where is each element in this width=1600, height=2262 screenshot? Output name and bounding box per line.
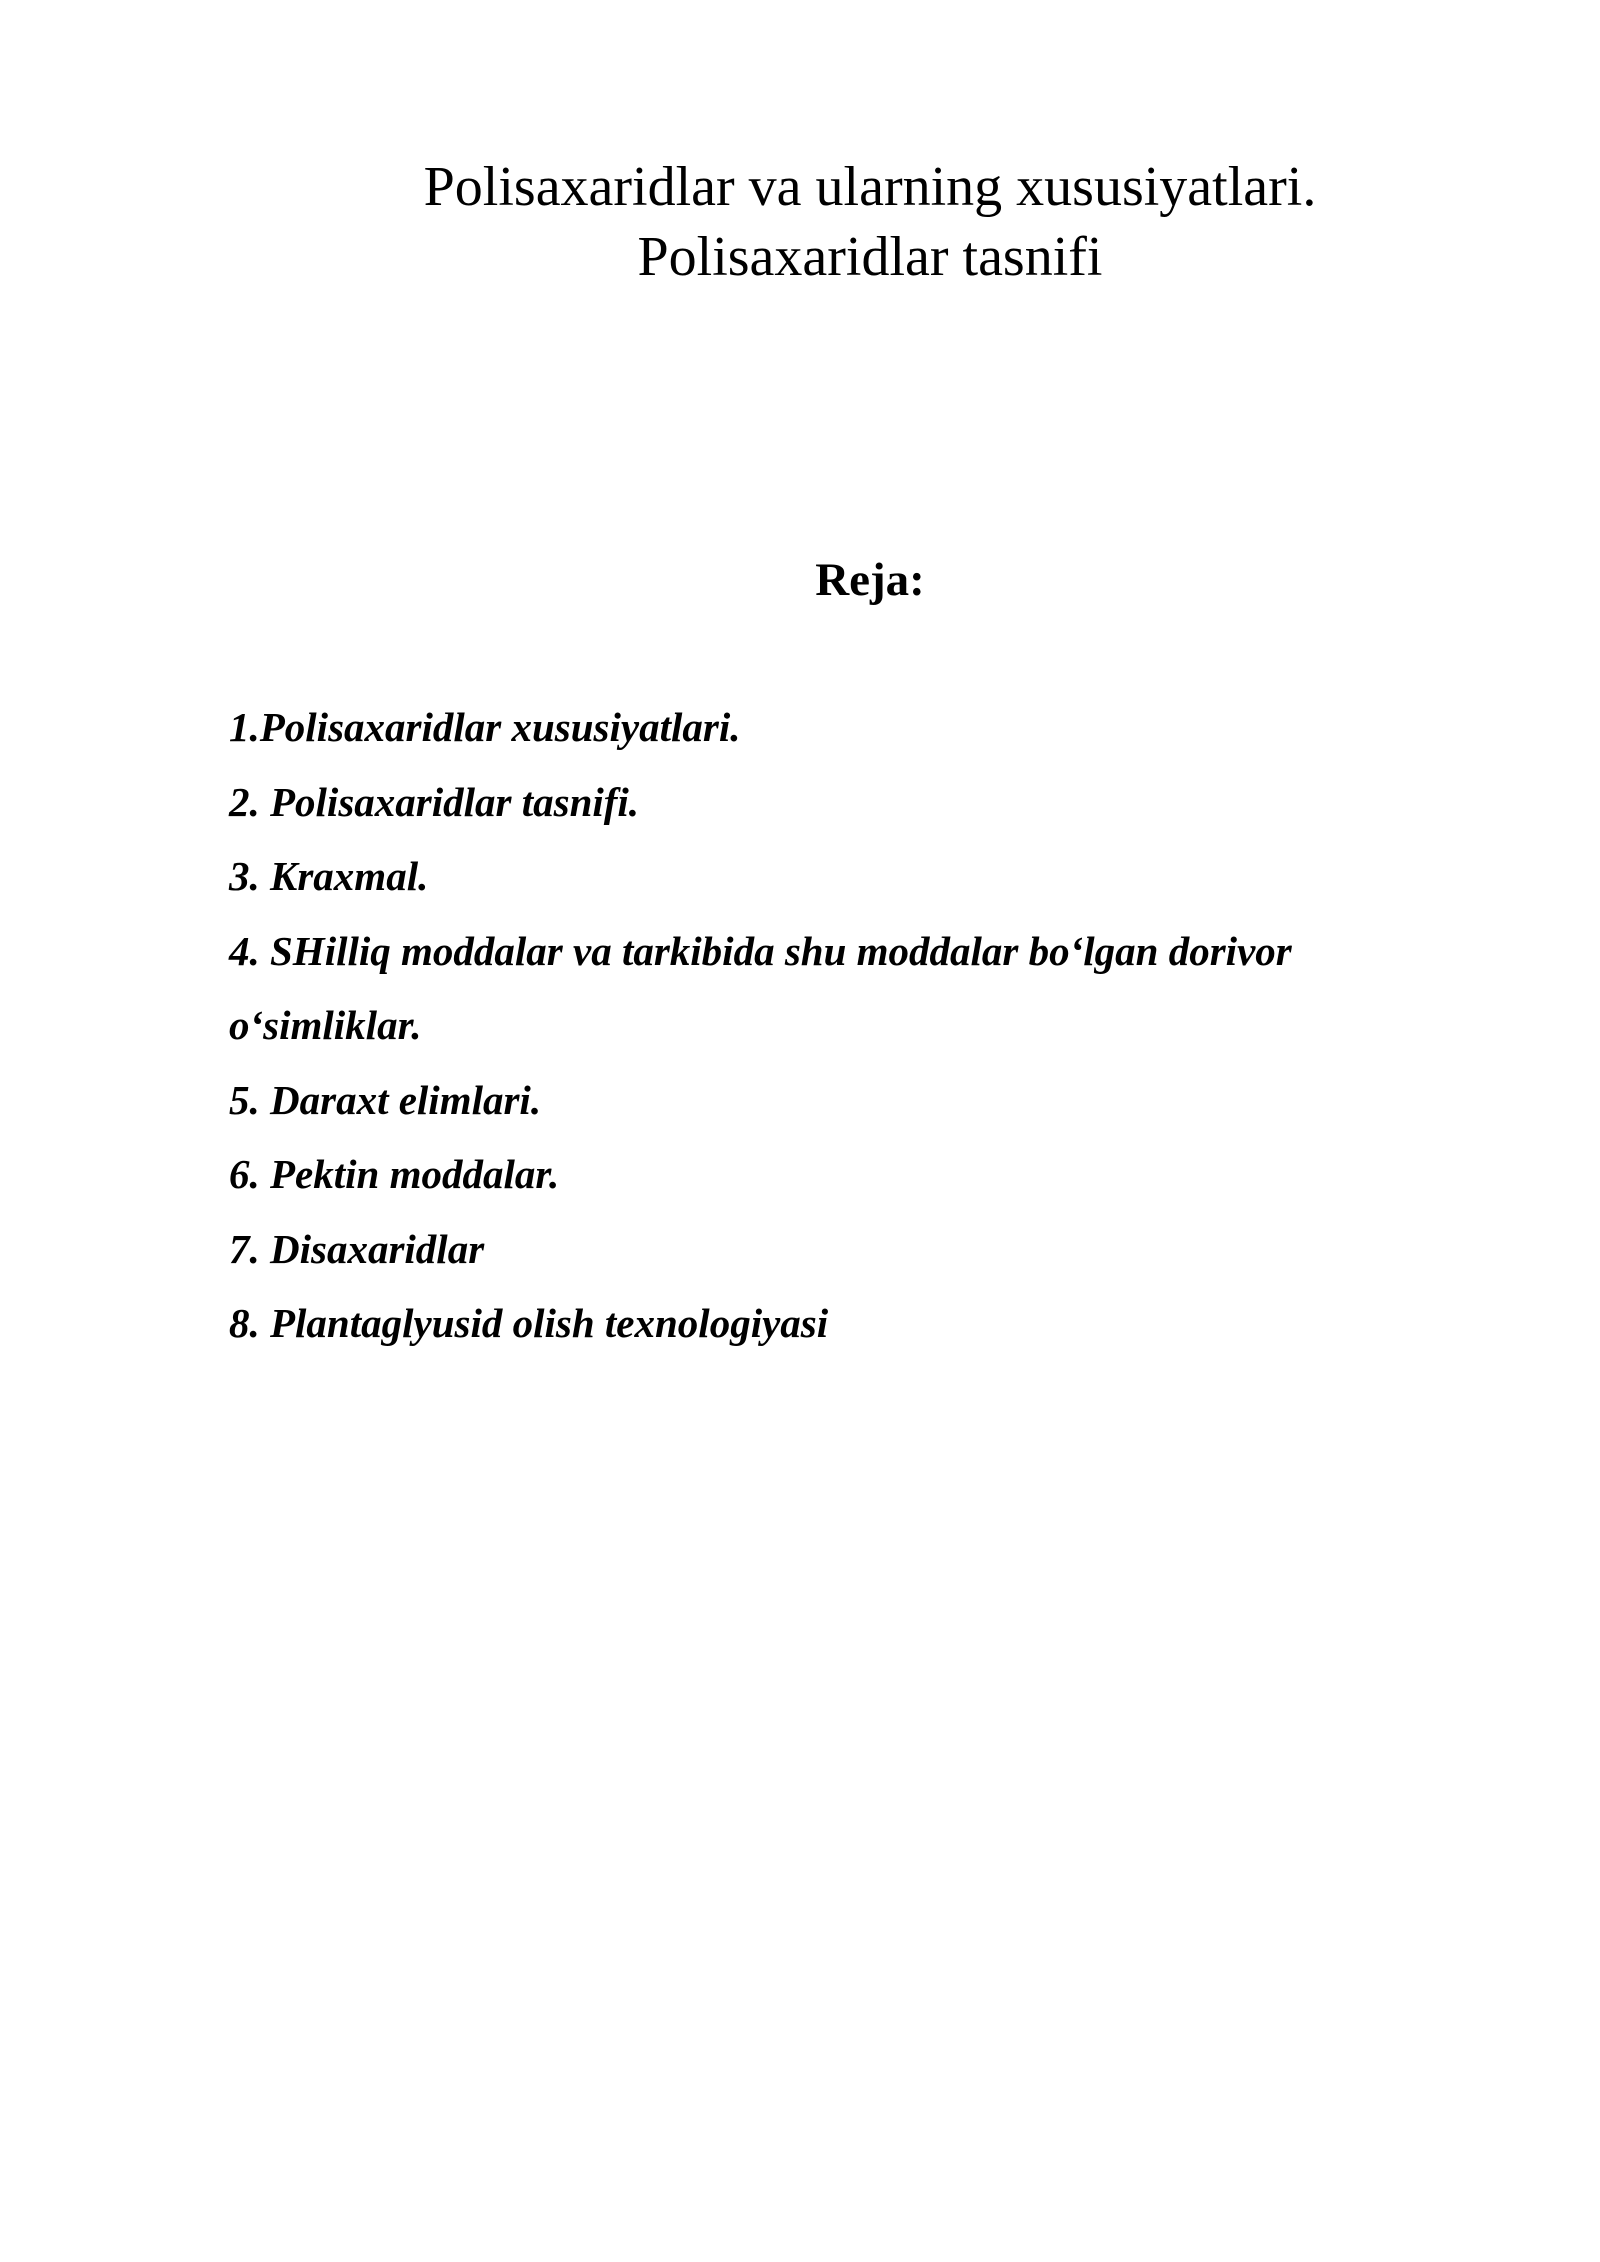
plan-list [229, 690, 1409, 1361]
plan-item-7: 7. Disaxaridlar [229, 1225, 485, 1272]
plan-item-8: 8. Plantaglyusid olish texnologiyasi [229, 1300, 829, 1346]
document-title-line-2: Polisaxaridlar tasnifi [637, 226, 1103, 288]
plan-item-6: 6. Pektin moddalar. [229, 1151, 560, 1197]
plan-item-5: 5. Daraxt elimlari. [229, 1076, 542, 1123]
plan-item-4-continuation: o‘simliklar. [229, 1002, 422, 1048]
plan-heading: Reja: [815, 554, 925, 606]
plan-item-3: 3. Kraxmal. [229, 853, 429, 899]
plan-item-4: 4. SHilliq moddalar va tarkibida shu moddalar bo‘lgan dorivor [229, 927, 1292, 974]
document-title-line-1: Polisaxaridlar va ularning xususiyatlari. [423, 156, 1317, 218]
plan-item-1: 1.Polisaxaridlar xususiyatlari. [229, 704, 741, 750]
plan-item-2: 2. Polisaxaridlar tasnifi. [229, 778, 640, 825]
